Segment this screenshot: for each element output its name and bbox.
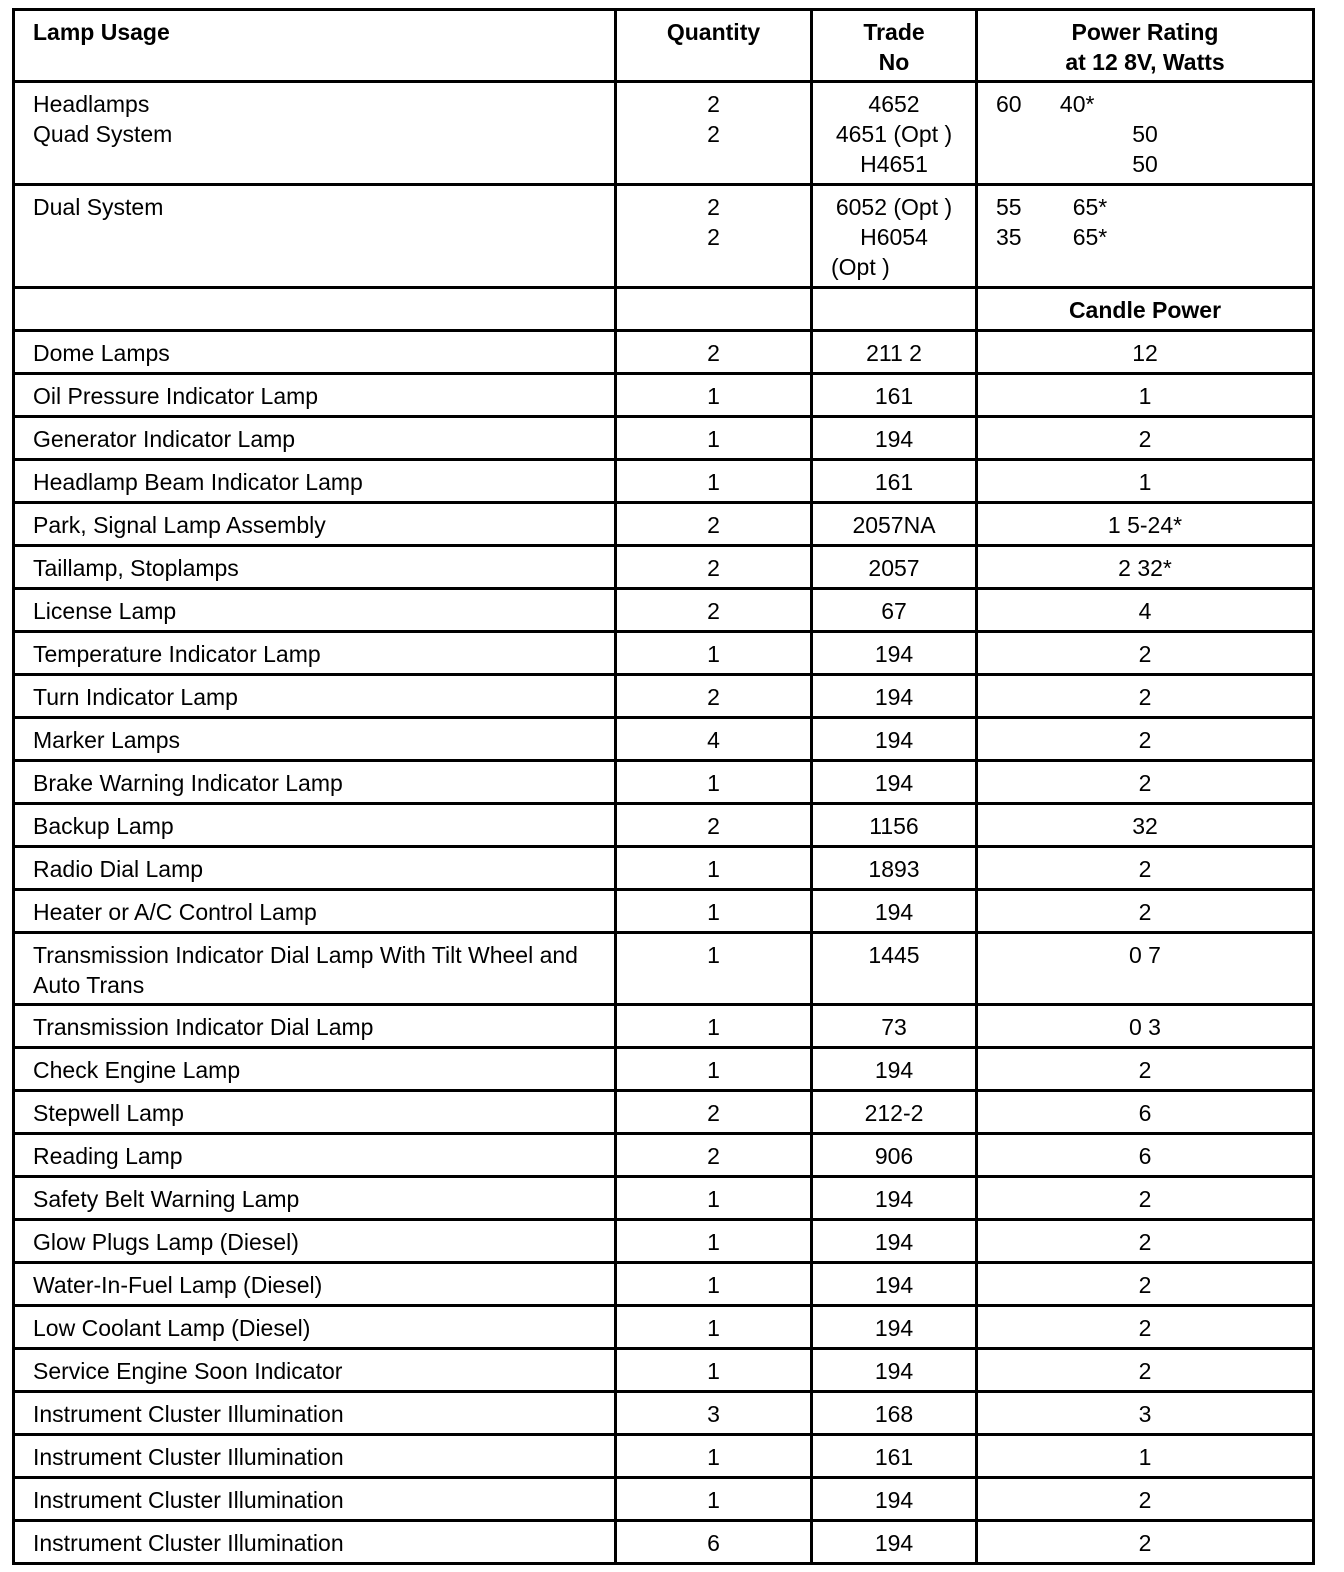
lamp-usage-cell: Glow Plugs Lamp (Diesel): [14, 1220, 616, 1263]
header-quantity: Quantity: [616, 10, 812, 82]
trade-no-cell: 212-2: [812, 1091, 977, 1134]
quantity-cell: 1: [616, 1177, 812, 1220]
headlamps-trade-3: H4651: [860, 151, 928, 177]
headlamps-usage-line1: Headlamps: [33, 91, 150, 117]
lamp-usage-cell: Marker Lamps: [14, 718, 616, 761]
table-row: [14, 804, 1314, 847]
quantity-cell: 1: [616, 1478, 812, 1521]
quantity-cell: 4: [616, 718, 812, 761]
trade-no-cell: 194: [812, 1048, 977, 1091]
quantity-cell: 6: [616, 1521, 812, 1564]
candle-power-cell: 2: [977, 1521, 1314, 1564]
dual-trade: [812, 185, 977, 288]
table-row: [14, 675, 1314, 718]
lamp-usage-cell: Service Engine Soon Indicator: [14, 1349, 616, 1392]
lamp-usage-cell: Reading Lamp: [14, 1134, 616, 1177]
trade-no-cell: 161: [812, 374, 977, 417]
trade-no-cell: 906: [812, 1134, 977, 1177]
trade-no-cell: 194: [812, 1521, 977, 1564]
candle-power-cell: 2: [977, 890, 1314, 933]
lamp-usage-cell: Heater or A/C Control Lamp: [14, 890, 616, 933]
lamp-specification-table: [12, 8, 1315, 1565]
candle-power-cell: 2: [977, 1048, 1314, 1091]
dual-system-row: [14, 185, 1314, 288]
trade-no-cell: 211 2: [812, 331, 977, 374]
headlamps-trade-1: 4652: [868, 91, 920, 117]
quantity-cell: 1: [616, 1263, 812, 1306]
dual-qty-1: 2: [707, 194, 720, 220]
candle-power-cell: 2: [977, 1306, 1314, 1349]
lamp-usage-cell: Backup Lamp: [14, 804, 616, 847]
quantity-cell: 2: [616, 1091, 812, 1134]
header-power-rating: [977, 10, 1314, 82]
trade-no-cell: 1156: [812, 804, 977, 847]
trade-no-cell: 194: [812, 1306, 977, 1349]
headlamps-power: [977, 82, 1314, 185]
candle-power-cell: 2: [977, 1349, 1314, 1392]
lamp-usage-cell: Transmission Indicator Dial Lamp With Tilt Wheel and Auto Trans: [14, 933, 616, 1005]
candle-power-cell: 0 3: [977, 1005, 1314, 1048]
trade-no-cell: 73: [812, 1005, 977, 1048]
trade-no-cell: 194: [812, 1349, 977, 1392]
headlamps-qty-2: 2: [707, 121, 720, 147]
lamp-usage-cell: Park, Signal Lamp Assembly: [14, 503, 616, 546]
dual-trade-2: H6054: [860, 224, 928, 250]
quantity-cell: 1: [616, 1349, 812, 1392]
table-row: [14, 1220, 1314, 1263]
trade-no-cell: 194: [812, 890, 977, 933]
headlamps-qty: [616, 82, 812, 185]
lamp-usage-cell: Temperature Indicator Lamp: [14, 632, 616, 675]
candle-power-cell: 2: [977, 675, 1314, 718]
trade-no-cell: 194: [812, 1177, 977, 1220]
header-trade-no: [812, 10, 977, 82]
table-row: [14, 718, 1314, 761]
quantity-cell: 2: [616, 675, 812, 718]
candle-power-cell: 2 32*: [977, 546, 1314, 589]
table-row: [14, 1177, 1314, 1220]
table-row: [14, 1349, 1314, 1392]
table-row: [14, 632, 1314, 675]
trade-no-cell: 168: [812, 1392, 977, 1435]
quantity-cell: 1: [616, 460, 812, 503]
lamp-usage-cell: License Lamp: [14, 589, 616, 632]
candle-power-cell: 1: [977, 1435, 1314, 1478]
dual-power: [977, 185, 1314, 288]
lamp-usage-cell: Low Coolant Lamp (Diesel): [14, 1306, 616, 1349]
table-row: [14, 1478, 1314, 1521]
table-row: [14, 331, 1314, 374]
quantity-cell: 1: [616, 632, 812, 675]
dual-qty-2: 2: [707, 224, 720, 250]
table-row: [14, 417, 1314, 460]
table-row: [14, 1435, 1314, 1478]
header-lamp-usage: Lamp Usage: [14, 10, 616, 82]
quantity-cell: 1: [616, 417, 812, 460]
lamp-usage-cell: Instrument Cluster Illumination: [14, 1521, 616, 1564]
quantity-cell: 1: [616, 847, 812, 890]
lamp-usage-cell: Headlamp Beam Indicator Lamp: [14, 460, 616, 503]
table-row: [14, 1048, 1314, 1091]
headlamps-power-3: 50: [1132, 151, 1158, 177]
lamp-usage-cell: Oil Pressure Indicator Lamp: [14, 374, 616, 417]
candle-power-cell: 2: [977, 847, 1314, 890]
table-row: [14, 1134, 1314, 1177]
trade-no-cell: 161: [812, 1435, 977, 1478]
quantity-cell: 2: [616, 546, 812, 589]
header-power-line2: at 12 8V, Watts: [1065, 49, 1225, 75]
headlamps-trade-2: 4651 (Opt ): [835, 121, 953, 147]
dual-trade-1: 6052 (Opt ): [835, 194, 953, 220]
candle-power-cell: 2: [977, 761, 1314, 804]
trade-no-cell: 194: [812, 718, 977, 761]
lamp-usage-cell: Transmission Indicator Dial Lamp: [14, 1005, 616, 1048]
dual-power-2: 35 65*: [996, 224, 1108, 250]
candle-power-empty-qty: [616, 288, 812, 331]
candle-power-cell: 3: [977, 1392, 1314, 1435]
dual-usage: Dual System: [14, 185, 616, 288]
candle-power-cell: 2: [977, 1177, 1314, 1220]
lamp-usage-cell: Instrument Cluster Illumination: [14, 1435, 616, 1478]
dual-qty: [616, 185, 812, 288]
candle-power-cell: 2: [977, 1478, 1314, 1521]
candle-power-label: Candle Power: [977, 288, 1314, 331]
headlamps-usage: [14, 82, 616, 185]
quantity-cell: 3: [616, 1392, 812, 1435]
table-row: [14, 503, 1314, 546]
candle-power-cell: 2: [977, 632, 1314, 675]
table-row: [14, 1392, 1314, 1435]
quantity-cell: 1: [616, 1048, 812, 1091]
table-row: [14, 546, 1314, 589]
quantity-cell: 1: [616, 374, 812, 417]
lamp-usage-cell: Instrument Cluster Illumination: [14, 1392, 616, 1435]
table-row: [14, 890, 1314, 933]
table-row: [14, 1263, 1314, 1306]
table-row: [14, 761, 1314, 804]
lamp-usage-cell: Generator Indicator Lamp: [14, 417, 616, 460]
trade-no-cell: 194: [812, 1220, 977, 1263]
quantity-cell: 1: [616, 933, 812, 1005]
quantity-cell: 1: [616, 1435, 812, 1478]
lamp-usage-cell: Brake Warning Indicator Lamp: [14, 761, 616, 804]
candle-power-empty-trade: [812, 288, 977, 331]
candle-power-cell: 32: [977, 804, 1314, 847]
table-row: [14, 460, 1314, 503]
headlamps-usage-line2: Quad System: [33, 121, 173, 147]
trade-no-cell: 194: [812, 1478, 977, 1521]
headlamps-qty-1: 2: [707, 91, 720, 117]
header-trade-no-line1: Trade: [863, 19, 925, 45]
quantity-cell: 1: [616, 761, 812, 804]
table-row: [14, 589, 1314, 632]
candle-power-cell: 6: [977, 1134, 1314, 1177]
candle-power-cell: 12: [977, 331, 1314, 374]
headlamps-row: [14, 82, 1314, 185]
lamp-usage-cell: Water-In-Fuel Lamp (Diesel): [14, 1263, 616, 1306]
quantity-cell: 1: [616, 890, 812, 933]
lamp-usage-cell: Stepwell Lamp: [14, 1091, 616, 1134]
candle-power-cell: 6: [977, 1091, 1314, 1134]
trade-no-cell: 194: [812, 417, 977, 460]
candle-power-cell: 1: [977, 460, 1314, 503]
trade-no-cell: 1893: [812, 847, 977, 890]
header-row: [14, 10, 1314, 82]
candle-power-empty-usage: [14, 288, 616, 331]
candle-power-cell: 0 7: [977, 933, 1314, 1005]
dual-power-1: 55 65*: [996, 194, 1108, 220]
trade-no-cell: 194: [812, 761, 977, 804]
trade-no-cell: 194: [812, 632, 977, 675]
candle-power-row: [14, 288, 1314, 331]
quantity-cell: 2: [616, 331, 812, 374]
headlamps-trade: [812, 82, 977, 185]
table-row: [14, 374, 1314, 417]
trade-no-cell: 2057: [812, 546, 977, 589]
headlamps-power-1: 60 40*: [996, 91, 1095, 117]
trade-no-cell: 2057NA: [812, 503, 977, 546]
candle-power-cell: 4: [977, 589, 1314, 632]
table-row: [14, 1521, 1314, 1564]
quantity-cell: 1: [616, 1220, 812, 1263]
table-row: [14, 847, 1314, 890]
candle-power-cell: 2: [977, 1263, 1314, 1306]
quantity-cell: 2: [616, 1134, 812, 1177]
trade-no-cell: 67: [812, 589, 977, 632]
lamp-usage-cell: Taillamp, Stoplamps: [14, 546, 616, 589]
quantity-cell: 2: [616, 589, 812, 632]
candle-power-cell: 2: [977, 417, 1314, 460]
candle-power-cell: 2: [977, 1220, 1314, 1263]
trade-no-cell: 194: [812, 1263, 977, 1306]
candle-power-cell: 1: [977, 374, 1314, 417]
lamp-usage-cell: Instrument Cluster Illumination: [14, 1478, 616, 1521]
lamp-usage-cell: Radio Dial Lamp: [14, 847, 616, 890]
header-trade-no-line2: No: [878, 49, 910, 75]
header-power-line1: Power Rating: [1071, 19, 1219, 45]
lamp-usage-cell: Turn Indicator Lamp: [14, 675, 616, 718]
lamp-usage-cell: Check Engine Lamp: [14, 1048, 616, 1091]
candle-power-cell: 2: [977, 718, 1314, 761]
quantity-cell: 1: [616, 1306, 812, 1349]
lamp-usage-cell: Dome Lamps: [14, 331, 616, 374]
candle-power-cell: 1 5-24*: [977, 503, 1314, 546]
table-row: [14, 1091, 1314, 1134]
dual-trade-3: (Opt ): [831, 254, 890, 280]
quantity-cell: 2: [616, 503, 812, 546]
trade-no-cell: 194: [812, 675, 977, 718]
table-row: [14, 1306, 1314, 1349]
trade-no-cell: 161: [812, 460, 977, 503]
table-row: [14, 933, 1314, 1005]
lamp-usage-cell: Safety Belt Warning Lamp: [14, 1177, 616, 1220]
trade-no-cell: 1445: [812, 933, 977, 1005]
headlamps-power-2: 50: [1132, 121, 1158, 147]
table-row: [14, 1005, 1314, 1048]
quantity-cell: 2: [616, 804, 812, 847]
quantity-cell: 1: [616, 1005, 812, 1048]
